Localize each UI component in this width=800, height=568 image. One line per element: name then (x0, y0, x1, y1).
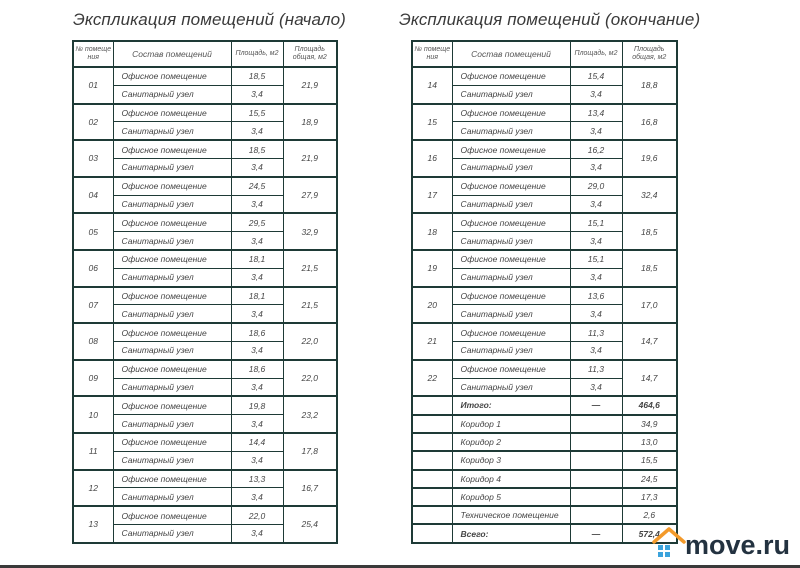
room-part-area: 3,4 (570, 341, 622, 359)
room-part-area: 3,4 (570, 195, 622, 213)
right-table-body (412, 67, 677, 543)
room-part-area: 3,4 (231, 305, 283, 323)
explication-table-end (411, 40, 678, 544)
room-part-area: 15,5 (231, 104, 283, 122)
table-row (73, 140, 337, 158)
header-room-composition: Состав помещений (452, 41, 570, 67)
table-row (73, 396, 337, 414)
room-part-name: Офисное помещение (452, 177, 570, 195)
table-row (73, 67, 337, 85)
header-room-composition: Состав помещений (113, 41, 231, 67)
room-part-area: 3,4 (231, 451, 283, 469)
room-part-area: 11,3 (570, 360, 622, 378)
room-part-area: 29,0 (570, 177, 622, 195)
room-total-area: 32,9 (283, 213, 337, 250)
summary-row (412, 470, 677, 488)
room-number: 08 (73, 323, 113, 360)
summary-blank (412, 488, 452, 506)
room-total-area: 32,4 (622, 177, 677, 214)
room-part-name: Офисное помещение (113, 67, 231, 85)
summary-label: Техническое помещение (452, 506, 570, 524)
room-part-name: Офисное помещение (113, 396, 231, 414)
room-total-area: 21,9 (283, 67, 337, 104)
room-part-name: Санитарный узел (113, 488, 231, 506)
room-part-name: Офисное помещение (113, 213, 231, 231)
room-part-name: Офисное помещение (113, 177, 231, 195)
explication-table-start (72, 40, 338, 544)
move-ru-logo[interactable] (652, 526, 800, 564)
summary-total: 24,5 (622, 470, 677, 488)
room-part-area: 3,4 (570, 232, 622, 250)
summary-area (570, 488, 622, 506)
room-part-area: 15,1 (570, 213, 622, 231)
summary-blank (412, 506, 452, 524)
room-number: 04 (73, 177, 113, 214)
room-part-area: 3,4 (231, 341, 283, 359)
room-part-area: 18,6 (231, 323, 283, 341)
room-part-name: Офисное помещение (113, 140, 231, 158)
room-part-area: 18,1 (231, 287, 283, 305)
room-part-area: 18,5 (231, 140, 283, 158)
room-part-name: Санитарный узел (452, 268, 570, 286)
room-number: 20 (412, 287, 452, 324)
room-total-area: 14,7 (622, 360, 677, 397)
summary-total: 464,6 (622, 396, 677, 414)
table-row (73, 360, 337, 378)
room-number: 12 (73, 470, 113, 507)
room-total-area: 21,5 (283, 287, 337, 324)
summary-row (412, 451, 677, 469)
summary-total: 572,4 (622, 524, 677, 542)
summary-label: Итого: (452, 396, 570, 414)
table-row (73, 323, 337, 341)
room-part-area: 13,6 (570, 287, 622, 305)
room-part-name: Офисное помещение (452, 140, 570, 158)
room-part-area: 3,4 (570, 158, 622, 176)
room-part-area: 3,4 (231, 488, 283, 506)
room-part-name: Санитарный узел (452, 122, 570, 140)
room-part-name: Офисное помещение (452, 323, 570, 341)
room-total-area: 18,9 (283, 104, 337, 141)
table-row (412, 140, 677, 158)
table-row (412, 67, 677, 85)
room-total-area: 19,6 (622, 140, 677, 177)
header-area: Площадь, м2 (231, 41, 283, 67)
room-part-name: Санитарный узел (113, 122, 231, 140)
room-part-area: 11,3 (570, 323, 622, 341)
room-number: 21 (412, 323, 452, 360)
room-part-name: Санитарный узел (113, 378, 231, 396)
room-total-area: 18,5 (622, 213, 677, 250)
room-part-name: Санитарный узел (113, 195, 231, 213)
summary-total: 34,9 (622, 415, 677, 433)
summary-blank (412, 470, 452, 488)
room-part-name: Санитарный узел (113, 415, 231, 433)
header-total-area: Площадь общая, м2 (622, 41, 677, 67)
room-total-area: 21,9 (283, 140, 337, 177)
summary-total: 17,3 (622, 488, 677, 506)
summary-row (412, 488, 677, 506)
room-part-area: 3,4 (570, 268, 622, 286)
table-row (73, 287, 337, 305)
room-number: 22 (412, 360, 452, 397)
header-room-number: № помеще ния (412, 41, 452, 67)
room-part-area: 13,3 (231, 470, 283, 488)
room-part-name: Санитарный узел (452, 195, 570, 213)
right-table-title: Экспликация помещений (окончание) (399, 10, 701, 29)
table-row (412, 104, 677, 122)
summary-area (570, 451, 622, 469)
room-total-area: 25,4 (283, 506, 337, 543)
room-part-name: Санитарный узел (113, 524, 231, 542)
summary-label: Коридор 1 (452, 415, 570, 433)
room-part-area: 3,4 (570, 305, 622, 323)
table-row (412, 323, 677, 341)
room-part-area: 19,8 (231, 396, 283, 414)
room-total-area: 21,5 (283, 250, 337, 287)
room-part-area: 3,4 (231, 378, 283, 396)
room-part-name: Офисное помещение (452, 104, 570, 122)
room-number: 17 (412, 177, 452, 214)
room-part-area: 13,4 (570, 104, 622, 122)
left-table-title: Экспликация помещений (начало) (73, 10, 346, 29)
summary-total: 15,5 (622, 451, 677, 469)
summary-label: Коридор 4 (452, 470, 570, 488)
room-total-area: 27,9 (283, 177, 337, 214)
room-number: 03 (73, 140, 113, 177)
room-part-area: 3,4 (231, 232, 283, 250)
table-row (73, 213, 337, 231)
room-part-name: Санитарный узел (113, 305, 231, 323)
room-part-name: Санитарный узел (452, 232, 570, 250)
summary-row (412, 396, 677, 414)
header-room-number: № помеще ния (73, 41, 113, 67)
summary-total: 13,0 (622, 433, 677, 451)
room-part-area: 3,4 (231, 268, 283, 286)
room-part-name: Санитарный узел (113, 341, 231, 359)
room-total-area: 22,0 (283, 360, 337, 397)
room-part-area: 3,4 (231, 122, 283, 140)
room-total-area: 18,5 (622, 250, 677, 287)
table-row (412, 213, 677, 231)
table-row (73, 433, 337, 451)
table-row (73, 250, 337, 268)
room-number: 13 (73, 506, 113, 543)
summary-row (412, 415, 677, 433)
summary-row (412, 433, 677, 451)
table-row (412, 250, 677, 268)
room-part-area: 15,4 (570, 67, 622, 85)
summary-area (570, 433, 622, 451)
room-part-name: Офисное помещение (452, 360, 570, 378)
room-part-area: 3,4 (570, 378, 622, 396)
summary-label: Коридор 5 (452, 488, 570, 506)
room-part-name: Офисное помещение (452, 213, 570, 231)
room-number: 11 (73, 433, 113, 470)
summary-area (570, 415, 622, 433)
room-part-area: 3,4 (231, 415, 283, 433)
logo-wordmark: move.ru (685, 530, 791, 560)
room-part-area: 3,4 (231, 524, 283, 542)
room-number: 14 (412, 67, 452, 104)
room-part-name: Санитарный узел (113, 232, 231, 250)
room-part-name: Офисное помещение (452, 67, 570, 85)
room-part-area: 16,2 (570, 140, 622, 158)
room-part-name: Офисное помещение (452, 287, 570, 305)
room-part-name: Офисное помещение (113, 250, 231, 268)
room-number: 19 (412, 250, 452, 287)
room-number: 16 (412, 140, 452, 177)
room-part-name: Санитарный узел (452, 85, 570, 103)
room-part-name: Офисное помещение (113, 506, 231, 524)
room-number: 06 (73, 250, 113, 287)
room-number: 01 (73, 67, 113, 104)
summary-blank (412, 524, 452, 542)
summary-area: — (570, 524, 622, 542)
table-row (73, 177, 337, 195)
room-part-name: Санитарный узел (452, 378, 570, 396)
room-total-area: 22,0 (283, 323, 337, 360)
room-part-area: 14,4 (231, 433, 283, 451)
room-number: 02 (73, 104, 113, 141)
summary-total: 2,6 (622, 506, 677, 524)
room-number: 05 (73, 213, 113, 250)
room-total-area: 16,8 (622, 104, 677, 141)
room-part-area: 18,6 (231, 360, 283, 378)
room-part-area: 3,4 (231, 85, 283, 103)
room-number: 07 (73, 287, 113, 324)
room-part-name: Офисное помещение (113, 360, 231, 378)
room-part-name: Офисное помещение (113, 287, 231, 305)
room-part-name: Санитарный узел (113, 85, 231, 103)
room-part-area: 3,4 (231, 195, 283, 213)
header-area: Площадь, м2 (570, 41, 622, 67)
summary-label: Всего: (452, 524, 570, 542)
table-row (412, 360, 677, 378)
room-total-area: 17,0 (622, 287, 677, 324)
room-total-area: 16,7 (283, 470, 337, 507)
left-table-body (73, 67, 337, 543)
room-part-name: Офисное помещение (452, 250, 570, 268)
table-row (412, 177, 677, 195)
summary-label: Коридор 3 (452, 451, 570, 469)
room-part-name: Санитарный узел (452, 341, 570, 359)
room-part-area: 24,5 (231, 177, 283, 195)
room-number: 15 (412, 104, 452, 141)
table-row (73, 470, 337, 488)
summary-label: Коридор 2 (452, 433, 570, 451)
room-part-area: 15,1 (570, 250, 622, 268)
room-part-name: Офисное помещение (113, 104, 231, 122)
header-total-area: Площадь общая, м2 (283, 41, 337, 67)
table-row (73, 104, 337, 122)
summary-area (570, 470, 622, 488)
room-part-name: Офисное помещение (113, 433, 231, 451)
summary-blank (412, 415, 452, 433)
room-total-area: 23,2 (283, 396, 337, 433)
room-part-name: Санитарный узел (113, 268, 231, 286)
room-part-area: 18,1 (231, 250, 283, 268)
room-part-area: 3,4 (570, 85, 622, 103)
room-number: 10 (73, 396, 113, 433)
room-part-area: 3,4 (570, 122, 622, 140)
summary-area (570, 506, 622, 524)
room-part-area: 3,4 (231, 158, 283, 176)
summary-blank (412, 396, 452, 414)
room-part-area: 18,5 (231, 67, 283, 85)
room-part-name: Офисное помещение (113, 323, 231, 341)
room-part-name: Санитарный узел (113, 451, 231, 469)
room-part-name: Санитарный узел (452, 158, 570, 176)
summary-row (412, 506, 677, 524)
room-number: 09 (73, 360, 113, 397)
room-part-name: Офисное помещение (113, 470, 231, 488)
room-total-area: 14,7 (622, 323, 677, 360)
summary-blank (412, 433, 452, 451)
room-part-area: 29,5 (231, 213, 283, 231)
room-part-name: Санитарный узел (452, 305, 570, 323)
room-part-area: 22,0 (231, 506, 283, 524)
summary-row (412, 524, 677, 542)
table-row (73, 506, 337, 524)
summary-area: — (570, 396, 622, 414)
room-number: 18 (412, 213, 452, 250)
house-logo-icon (652, 526, 686, 560)
room-total-area: 17,8 (283, 433, 337, 470)
room-total-area: 18,8 (622, 67, 677, 104)
table-row (412, 287, 677, 305)
summary-blank (412, 451, 452, 469)
room-part-name: Санитарный узел (113, 158, 231, 176)
